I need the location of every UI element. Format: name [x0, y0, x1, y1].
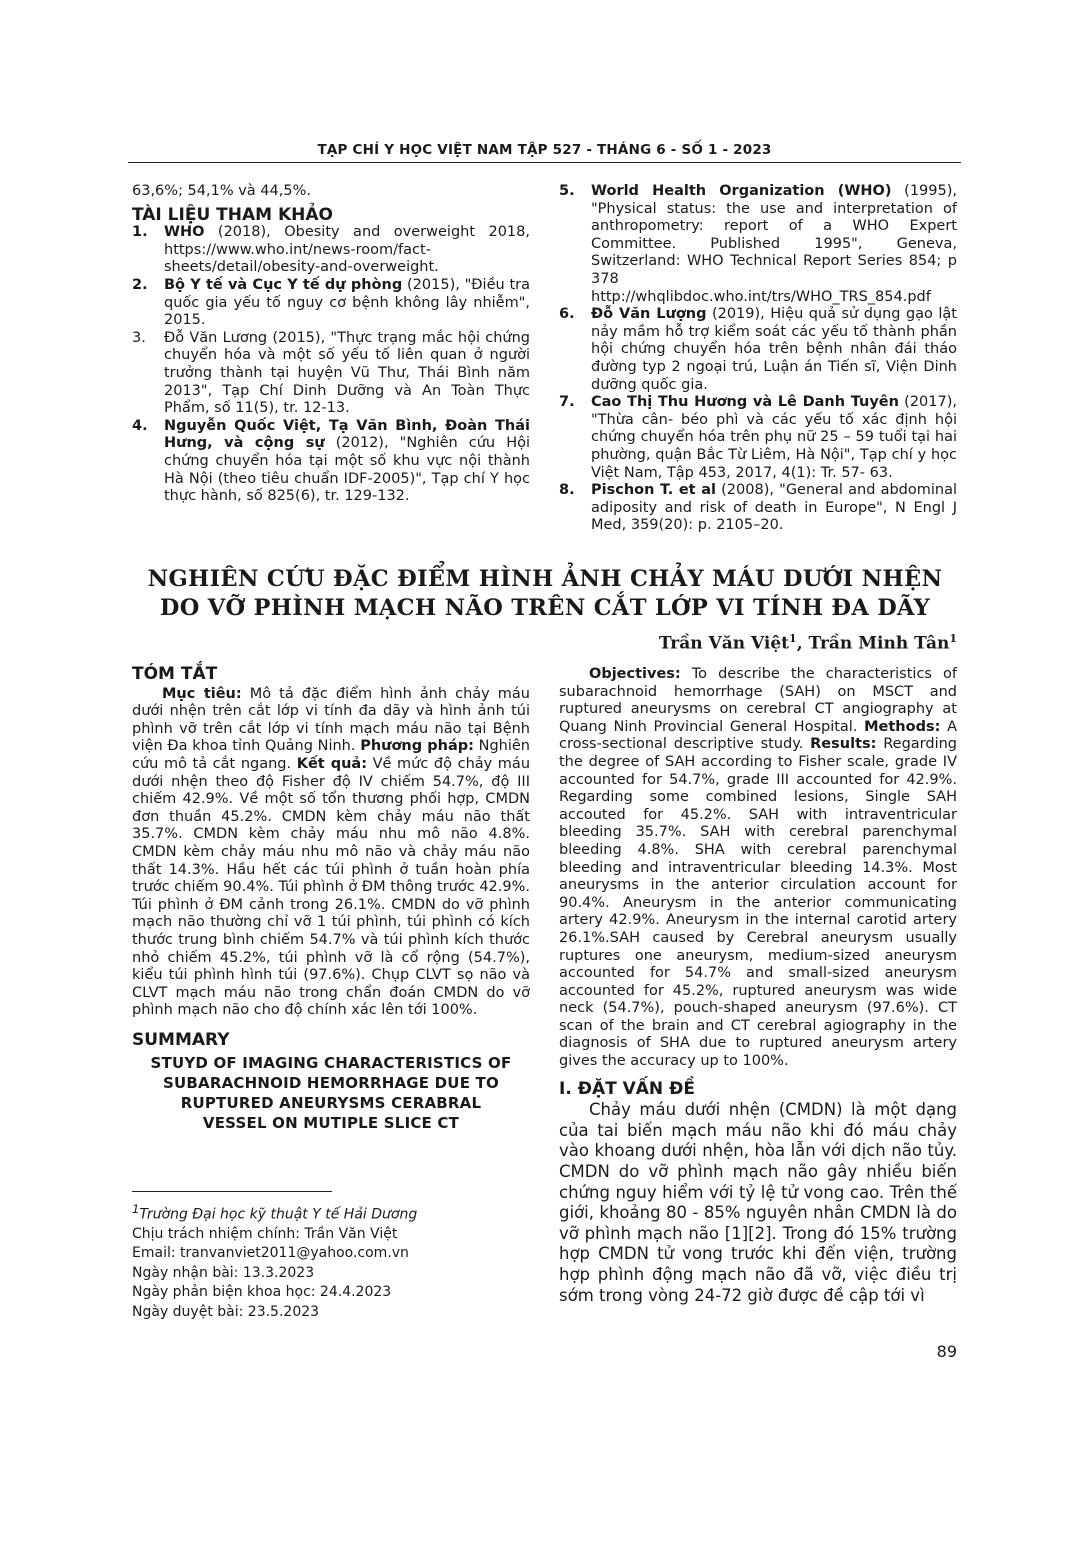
summary-title-line: SUBARACHNOID HEMORRHAGE DUE TO: [163, 1074, 499, 1093]
reference-item: [132, 418, 530, 506]
footnotes: [132, 1200, 530, 1322]
reference-text: (2015), "Điều tra quốc gia yếu tố nguy cơ bệnh không lây nhiễm", 2015.: [164, 276, 531, 329]
reference-number: 5.: [559, 183, 575, 199]
footnote-accepted-date: Ngày duyệt bài: 23.5.2023: [132, 1303, 320, 1320]
abstract-text: Regarding the degree of SAH according to Fisher scale, grade IV accounted for 54.7%, grade III accounted for 42.9%. Regarding some combined lesions, Single SAH accouted for 45.2%. SAH with intraventricular bleeding 35.7%. SAH with cerebral parenchymal bleeding 4.8%. SHA with cerebral parenchymal bleeding and intraventricular bleeding 14.3%. Most aneurysms in the anterior circulation account for 90.4%. Aneurysm in the anterior communicating artery 42.9%. Aneurysm in the internal carotid artery 26.1%.SAH caused by Cerebral aneurysm usually ruptures one aneurysm, medium-sized aneurysm accounted for 54.7% and small-sized aneurysm accounted for 45.2%, ruptured aneurysm was wide neck (54.7%), pouch-shaped aneurysm (97.6%). CT scan of the brain and CT cerebral agiography in the diagnosis of SHA due to ruptured aneurysm artery gives the accuracy up to 100%.: [559, 736, 957, 1070]
reference-number: 6.: [559, 306, 575, 323]
abstract-en-text: [559, 666, 957, 1071]
footnote-divider: [132, 1191, 332, 1192]
article-title: [120, 565, 970, 623]
abstract-label: Phương pháp:: [360, 738, 474, 755]
abstract-label: Objectives:: [589, 666, 681, 682]
reference-text: Đỗ Văn Lương (2015), "Thực trạng mắc hội chứng chuyển hóa và một số yếu tố liên quan ở người trưởng thành tại huyện Vũ Thư, Thái Bình năm 2013", Tạp Chí Dinh Dưỡng và An Toàn Thực Phẩm, số 11(5), tr. 12-13.: [164, 329, 530, 417]
abstract-left-column: [132, 666, 530, 1133]
reference-item: [559, 394, 957, 482]
reference-text: (2012), "Nghiên cứu Hội chứng chuyển hóa tại một số khu vực nội thành Hà Nội (theo tiêu chuẩn IDF-2005)", Tạp chí Y học thực hành, số 825(6), tr. 129-132.: [164, 435, 531, 505]
summary-title-line: STUYD OF IMAGING CHARACTERISTICS OF: [150, 1054, 512, 1073]
reference-text: (1995), "Physical status: the use and interpretation of anthropometry: report of a WHO Expert Committee. Published 1995", Geneva, Switzerland: WHO Technical Report Series 854; p 378 http://whqlibdoc.who.int/trs/WHO_TRS_854.pdf: [591, 183, 957, 305]
intro-heading: I. ĐẶT VẤN ĐỀ: [559, 1078, 695, 1099]
reference-item: [559, 183, 957, 306]
summary-title-line: RUPTURED ANEURYSMS CERABRAL: [180, 1094, 482, 1113]
article-title-line: DO VỠ PHÌNH MẠCH NÃO TRÊN CẮT LỚP VI TÍNH ĐA DÃY: [159, 595, 931, 621]
reference-item: [559, 482, 957, 535]
reference-authors: Pischon T. et al: [591, 482, 716, 499]
abstract-vi-text: [132, 686, 530, 1020]
abstract-label: Mục tiêu:: [162, 685, 242, 702]
reference-item: [132, 330, 530, 418]
header-divider: [128, 162, 961, 163]
reference-item: [132, 224, 530, 277]
author-name: Trần Văn Việt: [658, 633, 790, 654]
abstract-text: A cross-sectional descriptive study.: [559, 718, 957, 753]
abstract-label: Methods:: [864, 718, 941, 735]
abstract-heading: TÓM TẮT: [132, 664, 218, 684]
reference-number: 4.: [132, 417, 148, 434]
reference-text: (2017), "Thừa cân- béo phì và các yếu tố xác định hội chứng chuyển hóa trên phụ nữ 25 – 59 tuổi tại hai phường, quận Bắc Từ Liêm, Hà Nội", Tạp chí y học Việt Nam, Tập 453, 2017, 4(1): Tr. 57- 63.: [591, 394, 957, 481]
abstract-label: Results:: [810, 736, 877, 753]
reference-item: [559, 306, 957, 394]
abstract-right-column: [559, 666, 957, 1306]
abstract-text: Về mức độ chảy máu dưới nhện theo độ Fisher độ IV chiếm 54.7%, độ III chiếm 42.9%. Về một số tổn thương phối hợp, CMDN đơn thuần 45.2%. CMDN kèm chảy máu não thất 35.7%. CMDN kèm chảy máu nhu mô não 4.8%. CMDN kèm chảy máu nhu mô não và chảy máu não thất 14.3%. Hầu hết các túi phình ở tuần hoàn phía trước chiếm 90.4%. Túi phình ở ĐM thông trước 42.9%. Túi phình ở ĐM cảnh trong 26.1%. CMDN do vỡ phình mạch não thường chỉ vỡ 1 túi phình, túi phình có kích thước trung bình chiếm 54.7% và túi phình kích thước nhỏ chiếm 45.2%, túi phình vỡ là cổ rộng (54.7%), kiểu túi phình hình túi (97.6%). Chụp CLVT sọ não và CLVT mạch máu não trong chẩn đoán CMDN do vỡ phình mạch não cho độ chính xác lên tới 100%.: [132, 755, 531, 1019]
journal-header: TẠP CHÍ Y HỌC VIỆT NAM TẬP 527 - THÁNG 6 - SỐ 1 - 2023: [317, 142, 772, 158]
author-affiliation-mark: 1: [949, 632, 957, 645]
footnote-affiliation-text: Trường Đại học kỹ thuật Y tế Hải Dương: [139, 1206, 418, 1223]
reference-authors: Cao Thị Thu Hương và Lê Danh Tuyên: [591, 394, 899, 411]
author-affiliation-mark: 1: [789, 632, 797, 645]
reference-authors: Bộ Y tế và Cục Y tế dự phòng: [164, 276, 403, 293]
reference-authors: World Health Organization (WHO): [591, 183, 892, 199]
article-authors: [559, 632, 957, 654]
reference-item: [132, 277, 530, 330]
reference-number: 2.: [132, 276, 148, 293]
summary-title-line: VESSEL ON MUTIPLE SLICE CT: [202, 1114, 460, 1133]
footnote-mark: 1: [132, 1202, 140, 1216]
reference-number: 3.: [132, 329, 146, 346]
footnote-received-date: Ngày nhận bài: 13.3.2023: [132, 1264, 315, 1281]
references-heading: TÀI LIỆU THAM KHẢO: [132, 204, 333, 225]
abstract-text: Mô tả đặc điểm hình ảnh chảy máu dưới nhện trên cắt lớp vi tính đa dãy và hình ảnh túi phình vỡ trên cắt lớp vi tính mạch máu não tại Bệnh viện Đa khoa tỉnh Quảng Ninh.: [132, 685, 530, 755]
prev-article-right-column: [559, 183, 957, 535]
article-title-line: NGHIÊN CỨU ĐẶC ĐIỂM HÌNH ẢNH CHẢY MÁU DƯỚI NHỆN: [147, 566, 943, 592]
reference-text: (2008), "General and abdominal adiposity and risk of death in Europe", N Engl J Med, 359(20): p. 2105–20.: [591, 482, 958, 534]
author-name: Trần Minh Tân: [808, 633, 950, 654]
intro-text: Chảy máu dưới nhện (CMDN) là một dạng của tai biến mạch máu não khi đó máu chảy vào khoang dưới nhện, hòa lẫn với dịch não tủy. CMDN do vỡ phình mạch não gây nhiều biến chứng nguy hiểm với tỷ lệ tử vong cao. Trên thế giới, khoảng 80 - 85% nguyên nhân CMDN là do vỡ phình mạch não [1][2]. Trong đó 15% trường hợp CMDN tử vong trước khi đến viện, trường hợp phình động mạch não đã vỡ, việc điều trị sớm trong vòng 24-72 giờ được đề cập tới vì: [559, 1100, 957, 1305]
page-number: 89: [936, 1342, 957, 1361]
summary-heading: SUMMARY: [132, 1029, 230, 1050]
footnote-reviewed-date: Ngày phản biện khoa học: 24.4.2023: [132, 1284, 392, 1301]
prev-article-left-column: [132, 183, 530, 506]
abstract-text: Nghiên cứu mô tả cắt ngang.: [132, 738, 530, 772]
reference-text: (2018), Obesity and overweight 2018, https://www.who.int/news-room/fact-sheets/detail/obesity-and-overweight.: [164, 224, 530, 276]
footnote-responsible: Chịu trách nhiệm chính: Trần Văn Việt: [132, 1226, 398, 1243]
reference-authors: Đỗ Văn Lượng: [591, 306, 707, 323]
reference-authors: WHO: [164, 224, 205, 241]
reference-number: 8.: [559, 482, 575, 499]
abstract-text: To describe the characteristics of subarachnoid hemorrhage (SAH) on MSCT and ruptured aneurysms on cerebral CT angiography at Quang Ninh Provincial General Hospital.: [559, 666, 957, 735]
reference-authors: Nguyễn Quốc Việt, Tạ Văn Bình, Đoàn Thái Hưng, và cộng sự: [164, 417, 530, 452]
prev-article-tail-text: 63,6%; 54,1% và 44,5%.: [132, 183, 311, 199]
reference-number: 7.: [559, 394, 575, 411]
abstract-label: Kết quả:: [296, 755, 368, 772]
reference-text: (2019), Hiệu quả sử dụng gạo lật nảy mầm hỗ trợ kiểm soát các yếu tố thành phần hội chứng chuyển hóa trên bệnh nhân đái tháo đường typ 2 ngoại trú, Luận án Tiến sĩ, Viện Dinh dưỡng quốc gia.: [591, 306, 957, 393]
footnote-affiliation: [132, 1200, 530, 1225]
footnote-email: Email: tranvanviet2011@yahoo.com.vn: [132, 1245, 409, 1262]
author-separator: ,: [796, 633, 809, 654]
reference-number: 1.: [132, 224, 148, 241]
